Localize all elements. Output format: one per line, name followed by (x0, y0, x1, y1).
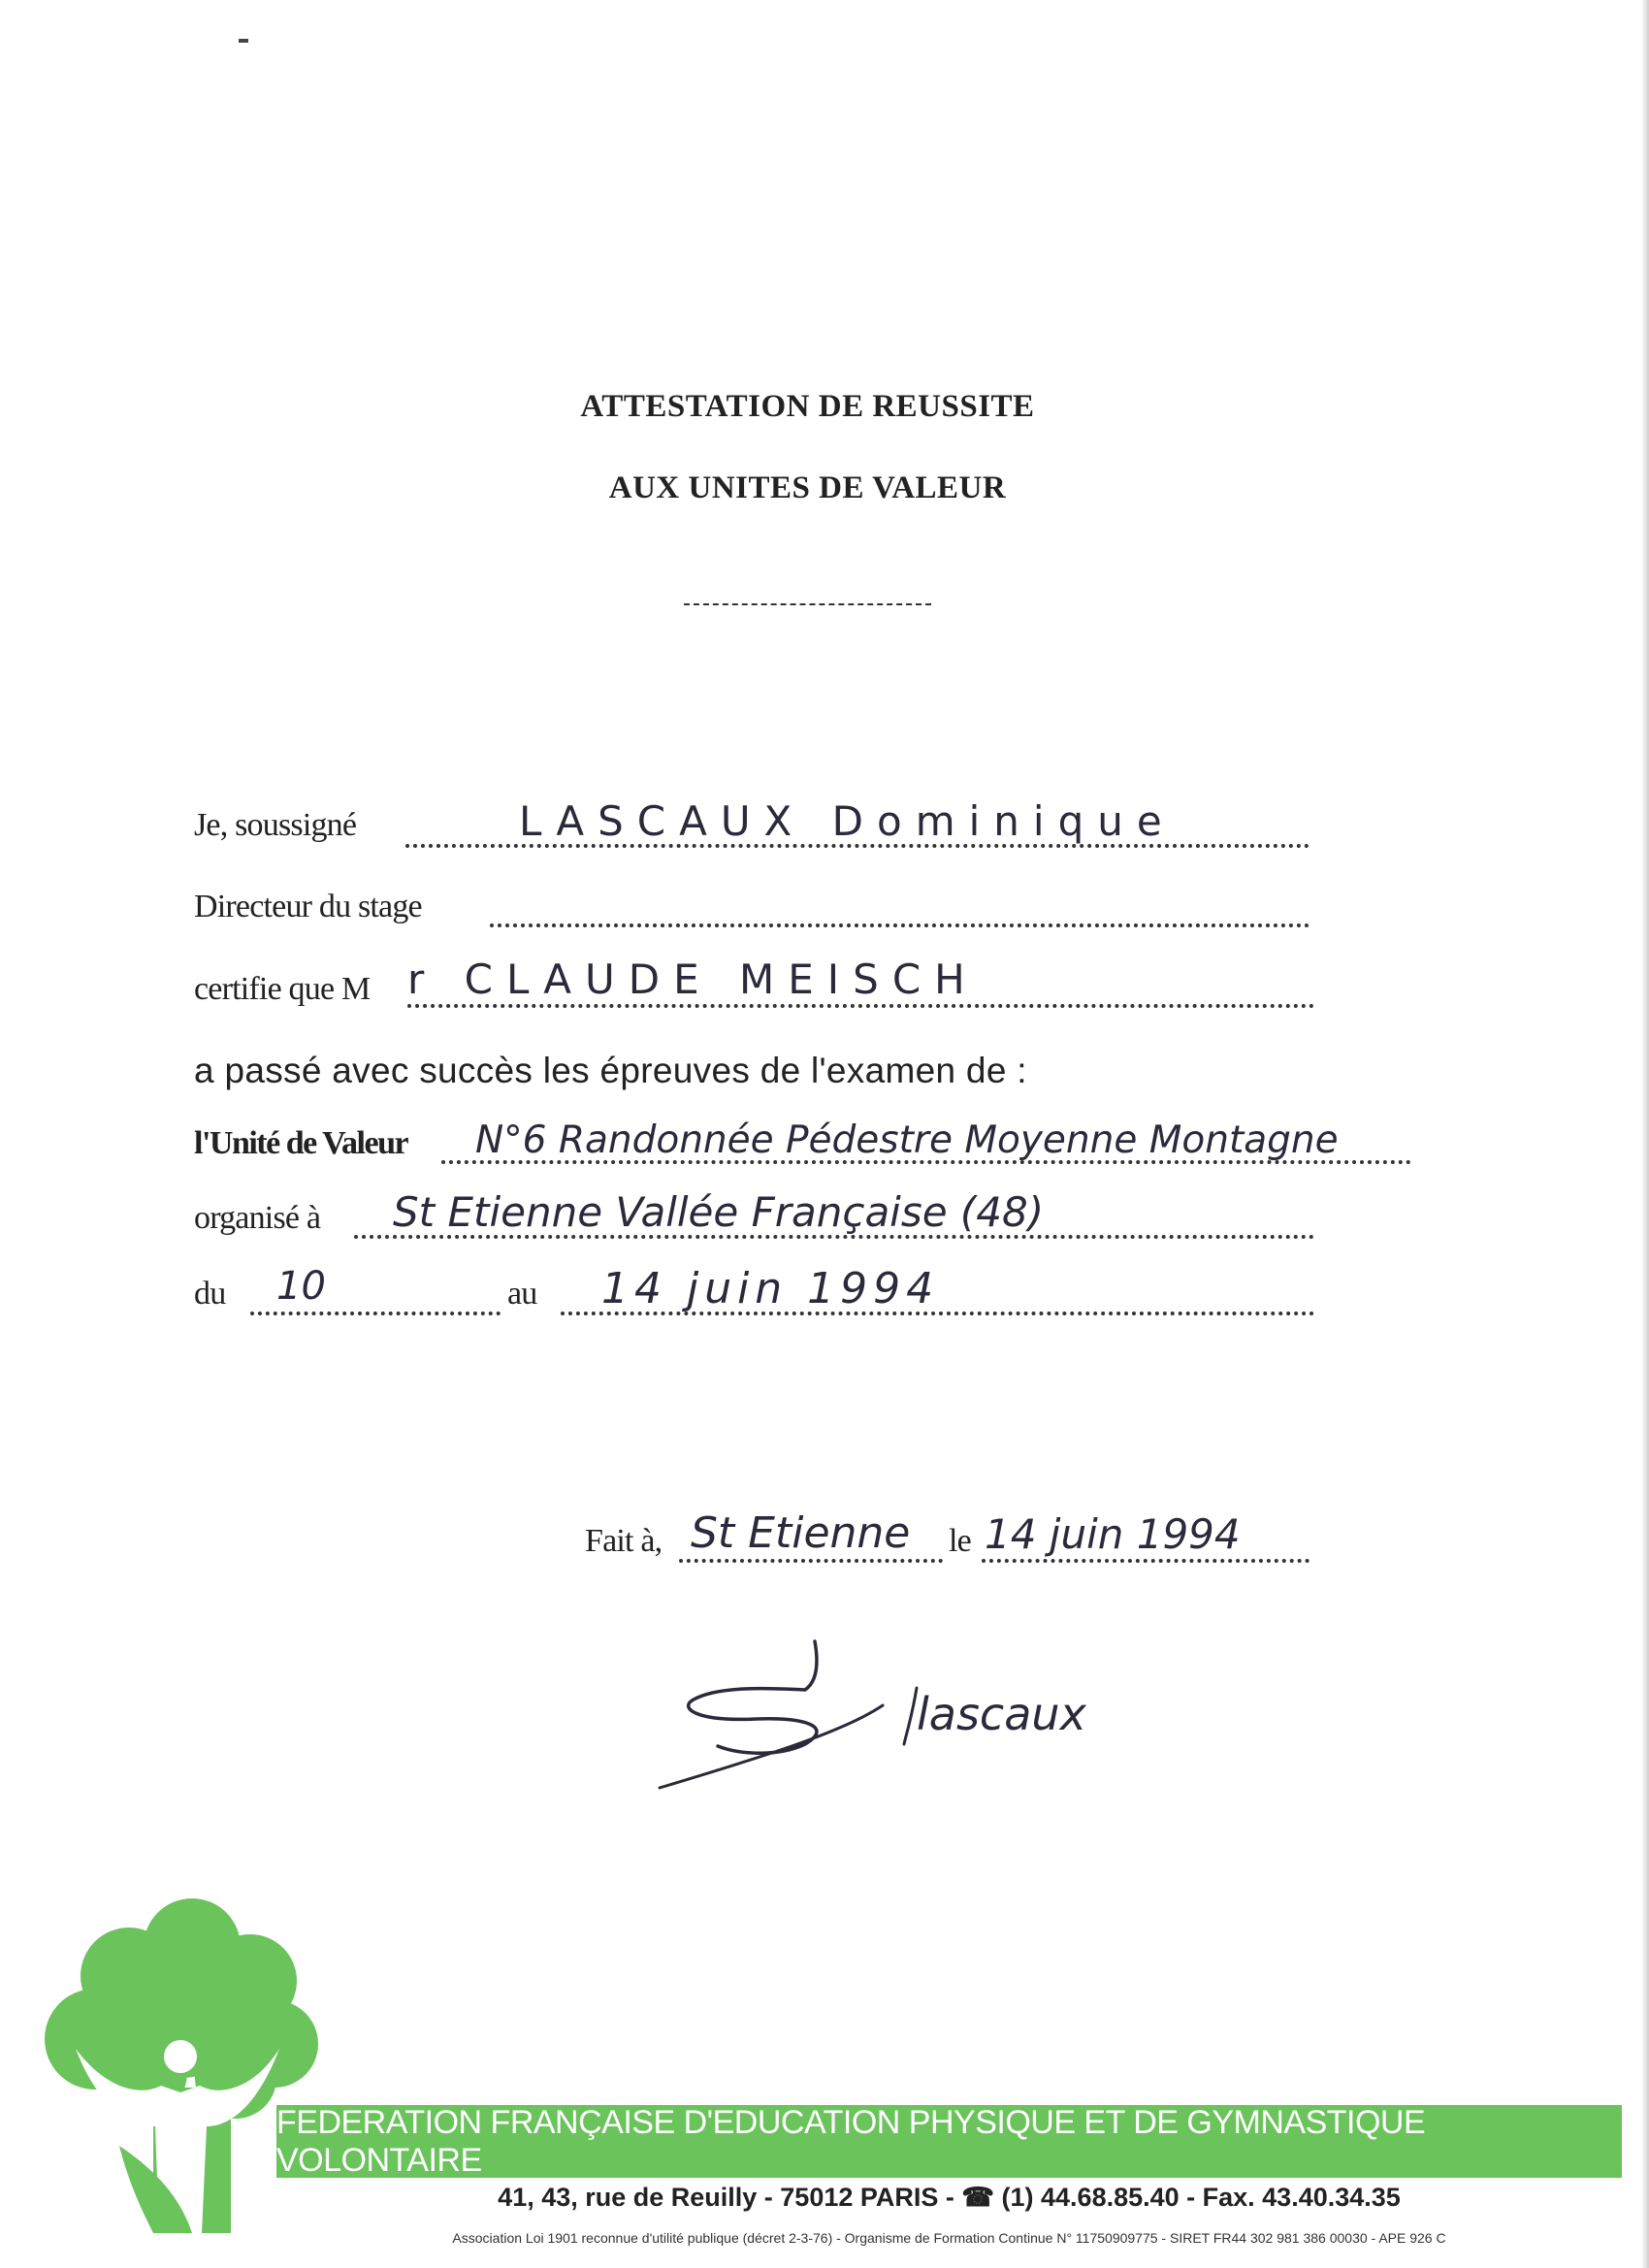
signature (650, 1630, 1154, 1843)
scan-mark (239, 39, 248, 43)
le-dotted-line (982, 1559, 1310, 1563)
page-edge-shadow (1641, 0, 1649, 2268)
fait-handwritten: St Etienne (691, 1508, 911, 1558)
soussigne-label: Je, soussigné (194, 807, 357, 843)
le-handwritten: 14 juin 1994 (985, 1510, 1241, 1558)
examen-statement: a passé avec succès les épreuves de l'examen de : (194, 1051, 1027, 1090)
organise-handwritten: St Etienne Vallée Française (48) (393, 1188, 1045, 1236)
federation-address: 41, 43, rue de Reuilly - 75012 PARIS - ☎ (1) 44.68.85.40 - Fax. 43.40.34.35 (498, 2183, 1401, 2212)
certifie-handwritten: r CLAUDE MEISCH (407, 956, 979, 1003)
organise-label: organisé à (194, 1200, 321, 1236)
certifie-dotted-line (407, 1004, 1314, 1008)
unite-label: l'Unité de Valeur (194, 1125, 408, 1161)
au-label: au (507, 1276, 537, 1312)
certifie-label: certifie que M (194, 971, 371, 1007)
du-dotted-line (250, 1312, 501, 1315)
fait-dotted-line (679, 1559, 943, 1563)
signature-text: lascaux (917, 1688, 1086, 1740)
du-handwritten: 10 (276, 1264, 326, 1309)
title-divider (684, 603, 931, 605)
le-label: le (949, 1523, 971, 1559)
federation-legal-line: Association Loi 1901 reconnue d'utilité publique (décret 2-3-76) - Organisme de Formation Continue N° 11750909775 - SIRET FR44 302 981 386 00030 - APE 926 C (452, 2230, 1446, 2246)
directeur-dotted-line (490, 923, 1310, 927)
fait-label: Fait à, (585, 1523, 663, 1559)
du-label: du (194, 1276, 226, 1312)
unite-handwritten: N°6 Randonnée Pédestre Moyenne Montagne (475, 1118, 1339, 1162)
document-title: ATTESTATION DE REUSSITE (580, 389, 1035, 424)
document-subtitle: AUX UNITES DE VALEUR (608, 470, 1007, 505)
directeur-label: Directeur du stage (194, 889, 422, 924)
soussigne-handwritten: LASCAUX Dominique (519, 797, 1176, 845)
au-handwritten: 14 juin 1994 (601, 1264, 940, 1313)
federation-banner: FEDERATION FRANÇAISE D'EDUCATION PHYSIQUE ET DE GYMNASTIQUE VOLONTAIRE (276, 2105, 1622, 2178)
